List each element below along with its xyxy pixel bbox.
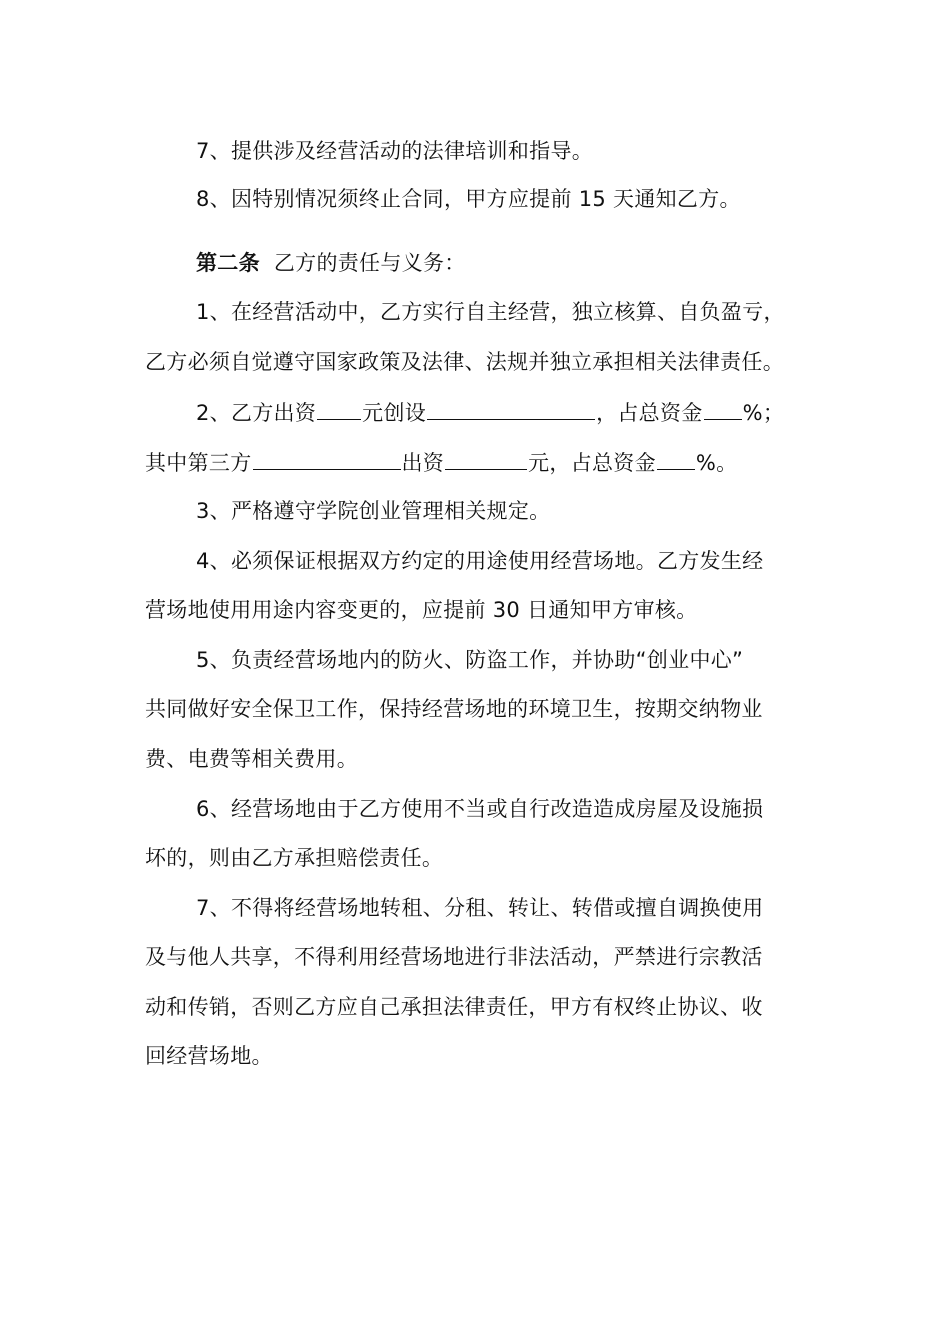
business-name-blank[interactable]	[427, 397, 595, 420]
third-party-amount-blank[interactable]	[445, 447, 527, 470]
clause-b7-line-3: 动和传销，否则乙方应自己承担法律责任，甲方有权终止协议、收	[145, 995, 763, 1019]
clause-b5-line-3: 费、电费等相关费用。	[145, 747, 358, 771]
investment-amount-blank[interactable]	[317, 397, 361, 420]
clause-b6-line-2: 坏的，则由乙方承担赔偿责任。	[145, 846, 444, 870]
clause-b4-line-2: 营场地使用用途内容变更的，应提前 30 日通知甲方审核。	[145, 598, 698, 622]
article-label: 第二条	[196, 251, 260, 275]
clause-b7-line-2: 及与他人共享，不得利用经营场地进行非法活动，严禁进行宗教活	[145, 945, 763, 969]
clause-b3-line: 3、严格遵守学院创业管理相关规定。	[196, 499, 551, 523]
third-party-blank[interactable]	[253, 447, 401, 470]
clause-b7-line-4: 回经营场地。	[145, 1044, 273, 1068]
clause-b2-text: 其中第三方	[145, 451, 252, 475]
clause-b2-text: ，占总资金	[596, 401, 703, 425]
clause-b4-line-1: 4、必须保证根据双方约定的用途使用经营场地。乙方发生经	[196, 549, 764, 573]
clause-b2-line-1	[196, 397, 784, 428]
clause-b6-line-1: 6、经营场地由于乙方使用不当或自行改造造成房屋及设施损	[196, 797, 764, 821]
share-percent-blank[interactable]	[704, 397, 742, 420]
clause-b2-text: 2、乙方出资	[196, 401, 317, 425]
article-heading	[196, 248, 466, 278]
clause-b2-text: 元，占总资金	[528, 451, 656, 475]
clause-b5-line-2: 共同做好安全保卫工作，保持经营场地的环境卫生，按期交纳物业	[145, 697, 763, 721]
clause-b5-line-1: 5、负责经营场地内的防火、防盗工作，并协助“创业中心”	[196, 648, 744, 672]
clause-a7-line: 7、提供涉及经营活动的法律培训和指导。	[196, 139, 594, 163]
clause-b2-text: 元创设	[362, 401, 427, 425]
article-title: 乙方的责任与义务：	[273, 251, 466, 275]
clause-b1-line-2: 乙方必须自觉遵守国家政策及法律、法规并独立承担相关法律责任。	[145, 350, 784, 374]
clause-b7-line-1: 7、不得将经营场地转租、分租、转让、转借或擅自调换使用	[196, 896, 764, 920]
clause-b2-text: 出资	[401, 451, 445, 475]
third-party-percent-blank[interactable]	[657, 447, 695, 470]
clause-b1-line-1: 1、在经营活动中，乙方实行自主经营，独立核算、自负盈亏，	[196, 300, 785, 324]
clause-b2-text: %；	[742, 401, 785, 425]
clause-b2-text: %。	[695, 451, 738, 475]
clause-a8-line: 8、因特别情况须终止合同，甲方应提前 15 天通知乙方。	[196, 187, 741, 211]
clause-b2-line-2	[145, 447, 737, 478]
